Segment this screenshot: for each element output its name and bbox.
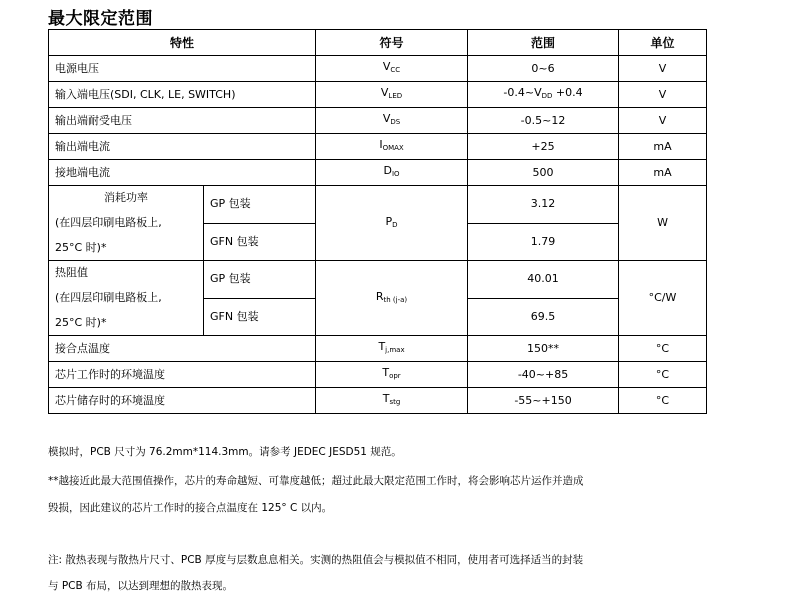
thermal-row-gp — [49, 261, 707, 299]
power-row-gp — [49, 186, 707, 224]
note-warning-line2: 毁损，因此建议的芯片工作时的接合点温度在 125° C 以内。 — [48, 502, 333, 514]
row-unit: V — [619, 108, 707, 134]
row-symbol: $V_{LED}$ — [316, 82, 468, 108]
row-name: 芯片储存时的环境温度 — [49, 388, 316, 414]
row-unit: °C — [619, 388, 707, 414]
row-range: +25 — [468, 134, 619, 160]
row-unit: V — [619, 82, 707, 108]
thermal-value-gp: 40.01 — [468, 261, 619, 299]
thermal-symbol: $R_{th (j-a)}$ — [316, 261, 468, 336]
row-symbol: $I_{OMAX}$ — [316, 134, 468, 160]
table-row — [49, 388, 707, 414]
power-label — [49, 186, 204, 261]
row-range: $-0.4\sim V_{DD} +0.4$ — [468, 82, 619, 108]
row-range: -0.5~12 — [468, 108, 619, 134]
row-name: 接地端电流 — [49, 160, 316, 186]
row-name: 芯片工作时的环境温度 — [49, 362, 316, 388]
power-unit: W — [619, 186, 707, 261]
thermal-value-gfn: 69.5 — [468, 298, 619, 336]
table-row — [49, 108, 707, 134]
row-unit: V — [619, 56, 707, 82]
row-range: 500 — [468, 160, 619, 186]
thermal-pkg-gfn: GFN 包装 — [204, 298, 316, 336]
thermal-label-line3: 25°C 时)* — [55, 315, 107, 329]
row-name: 输出端耐受电压 — [49, 108, 316, 134]
header-range: 范围 — [468, 30, 619, 56]
power-label-line1: 消耗功率 — [104, 191, 148, 205]
header-characteristic: 特性 — [49, 30, 316, 56]
row-name: 接合点温度 — [49, 336, 316, 362]
power-pkg-gp: GP 包装 — [204, 186, 316, 224]
row-unit: °C — [619, 362, 707, 388]
thermal-label — [49, 261, 204, 336]
row-name: 输出端电流 — [49, 134, 316, 160]
row-symbol: $T_{stg}$ — [316, 388, 468, 414]
row-range: -40~+85 — [468, 362, 619, 388]
power-label-line3: 25°C 时)* — [55, 240, 107, 254]
power-value-gp: 3.12 — [468, 186, 619, 224]
table-row — [49, 134, 707, 160]
row-symbol: $V_{CC}$ — [316, 56, 468, 82]
note-thermal-line2: 与 PCB 布局，以达到理想的散热表现。 — [48, 580, 234, 592]
row-symbol: $D_{IO}$ — [316, 160, 468, 186]
thermal-label-line1: 热阻值 — [55, 266, 88, 280]
header-unit: 单位 — [619, 30, 707, 56]
power-pkg-gfn: GFN 包装 — [204, 223, 316, 261]
power-symbol: $P_D$ — [316, 186, 468, 261]
row-range: -55~+150 — [468, 388, 619, 414]
thermal-pkg-gp: GP 包装 — [204, 261, 316, 299]
table-row — [49, 56, 707, 82]
thermal-label-line2: (在四层印刷电路板上, — [55, 290, 162, 304]
table-row — [49, 82, 707, 108]
table-header-row — [49, 30, 707, 56]
row-unit: mA — [619, 134, 707, 160]
thermal-unit: °C/W — [619, 261, 707, 336]
header-symbol: 符号 — [316, 30, 468, 56]
row-range: 150** — [468, 336, 619, 362]
row-symbol: $T_{opr}$ — [316, 362, 468, 388]
row-symbol: $T_{j,max}$ — [316, 336, 468, 362]
note-warning-line1: **越接近此最大范围值操作，芯片的寿命越短、可靠度越低；超过此最大限定范围工作时，将会影响芯片运作并造成 — [48, 475, 584, 487]
row-name: 电源电压 — [49, 56, 316, 82]
row-unit: mA — [619, 160, 707, 186]
row-range: 0~6 — [468, 56, 619, 82]
table-row — [49, 336, 707, 362]
section-title: 最大限定范围 — [48, 9, 153, 29]
max-rating-table — [48, 29, 707, 414]
note-thermal-line1: 注: 散热表现与散热片尺寸、PCB 厚度与层数息息相关。实测的热阻值会与模拟值不相同，使用者可选择适当的封装 — [48, 554, 584, 566]
table-row — [49, 160, 707, 186]
row-symbol: $V_{DS}$ — [316, 108, 468, 134]
table-row — [49, 362, 707, 388]
row-unit: °C — [619, 336, 707, 362]
row-name: 输入端电压(SDI, CLK, LE, SWITCH) — [49, 82, 316, 108]
power-label-line2: (在四层印刷电路板上, — [55, 215, 162, 229]
power-value-gfn: 1.79 — [468, 223, 619, 261]
note-simulation: 模拟时，PCB 尺寸为 76.2mm*114.3mm。请参考 JEDEC JESD51 规范。 — [48, 446, 402, 458]
